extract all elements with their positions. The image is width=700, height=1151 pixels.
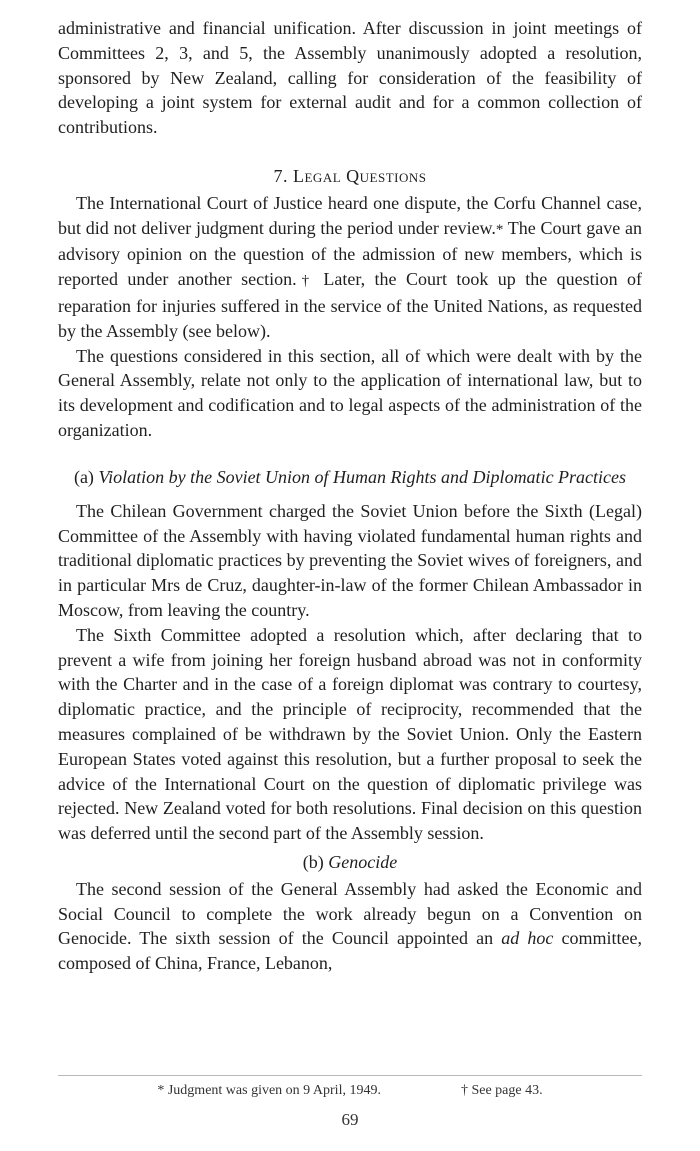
page-number: 69 bbox=[341, 1110, 359, 1129]
footnote-marker-star: * bbox=[495, 221, 504, 238]
section-7-paragraph-1 bbox=[58, 191, 642, 344]
subsection-b-paragraph-1-part-2: committee, composed of China, France, Lebanon, bbox=[58, 928, 642, 974]
subsection-b-paragraph-1-italic: ad hoc bbox=[501, 928, 554, 949]
section-7-paragraph-2: The questions considered in this section, all of which were dealt with by the General Assembly, relate not only to the application of international law, but to its development and codification and to legal aspects of the administration of the organization. bbox=[58, 345, 642, 440]
footnotes bbox=[58, 1075, 642, 1099]
subsection-a-title: Violation by the Soviet Union of Human Rights and Diplomatic Practices bbox=[98, 466, 627, 487]
subsection-b-paragraph-1 bbox=[58, 877, 642, 976]
section-7-paragraph-1-part-1: The International Court of Justice heard one dispute, the Corfu Channel case, but did not deliver judgment during the period under review. bbox=[58, 192, 642, 238]
subsection-b-title: Genocide bbox=[328, 851, 398, 872]
section-7-paragraph-1-part-3: Later, the Court took up the question of reparation for injuries suffered in the service of the United Nations, as requested by the Assembly (see below). bbox=[58, 269, 642, 341]
intro-paragraph: administrative and financial unification. After discussion in joint meetings of Committees 2, 3, and 5, the Assembly unanimously adopted a resolution, sponsored by New Zealand, calling for consideration of the feasibility of developing a joint system for external audit and for a common collection of contributions. bbox=[58, 18, 642, 138]
section-7-heading: 7. Legal Questions bbox=[273, 165, 427, 186]
subsection-a-heading bbox=[58, 465, 642, 489]
subsection-a-label: (a) bbox=[73, 466, 94, 487]
section-7-paragraph-1-part-2: The Court gave an advisory opinion on the question of the admission of new members, which is reported under another section. bbox=[58, 217, 642, 290]
subsection-b-label: (b) bbox=[302, 851, 324, 872]
footnote-marker-dagger: † bbox=[296, 273, 314, 290]
subsection-b-paragraph-1-part-1: The second session of the General Assembly had asked the Economic and Social Council to complete the work already begun on a Convention on Genocide. The sixth session of the Council appointed an bbox=[58, 878, 642, 949]
subsection-a-paragraph-2: The Sixth Committee adopted a resolution which, after declaring that to prevent a wife from joining her foreign husband abroad was not in conformity with the Charter and in the case of a foreign diplomat was contrary to courtesy, diplomatic practice, and the principle of reciprocity, recommended that the measures complained of be withdrawn by the Soviet Union. Only the Eastern European States voted against this resolution, but a further proposal to seek the advice of the International Court on the question of diplomatic privilege was rejected. New Zealand voted for both resolutions. Final decision on this question was deferred until the second part of the Assembly session. bbox=[58, 624, 642, 844]
footnote-1: * Judgment was given on 9 April, 1949. bbox=[157, 1083, 381, 1098]
subsection-a-paragraph-1: The Chilean Government charged the Soviet Union before the Sixth (Legal) Committee of the Assembly with having violated fundamental human rights and traditional diplomatic practices by preventing the Soviet wives of foreigners, and in particular Mrs de Cruz, daughter-in-law of the former Chilean Ambassador in Moscow, from leaving the country. bbox=[58, 500, 642, 620]
footnote-2: † See page 43. bbox=[460, 1083, 543, 1098]
page-body bbox=[58, 16, 642, 976]
subsection-b-heading bbox=[58, 850, 642, 875]
